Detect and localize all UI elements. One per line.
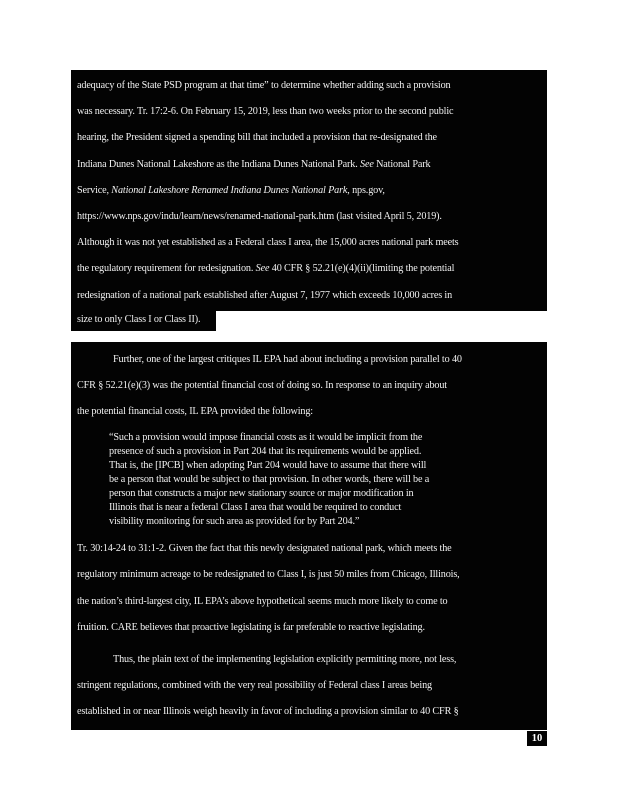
text-segment: was necessary. Tr. 17:2-6. On February 15, 2019, less than two weeks prior to the second public <box>77 106 454 118</box>
text-line <box>109 501 515 515</box>
text-segment: fruition. CARE believes that proactive legislating is far preferable to reactive legislating. <box>77 621 425 633</box>
text-line <box>109 431 515 445</box>
text-block-top-tail <box>71 311 216 331</box>
text-segment: “Such a provision would impose financial costs as it would be implicit from the <box>109 432 423 444</box>
text-line <box>77 311 200 328</box>
text-line <box>77 562 541 588</box>
text-segment: That is, the [IPCB] when adopting Part 204 would have to assume that there will <box>109 460 427 472</box>
text-line <box>77 673 541 699</box>
text-line <box>109 459 515 473</box>
text-segment: CFR § 52.21(e)(3) was the potential financial cost of doing so. In response to an inquiry about <box>77 379 447 391</box>
text-line <box>109 515 515 529</box>
text-segment: Thus, the plain text of the implementing legislation explicitly permitting more, not less, <box>113 654 457 665</box>
text-line <box>77 615 541 641</box>
text-segment: Tr. 30:14-24 to 31:1-2. Given the fact that this newly designated national park, which meets the <box>77 543 452 555</box>
text-line <box>77 399 541 425</box>
text-line <box>77 152 541 178</box>
text-segment: visibility monitoring for such area as provided for by Part 204.” <box>109 516 360 528</box>
italic-text-segment: National Lakeshore Renamed Indiana Dunes National Park <box>111 184 348 196</box>
text-segment: regulatory minimum acreage to be redesignated to Class I, is just 50 miles from Chicago, Illinois, <box>77 569 460 581</box>
text-line <box>77 204 541 230</box>
text-segment: Further, one of the largest critiques IL EPA had about including a provision parallel to 40 <box>113 353 462 365</box>
text-segment: , nps.gov, <box>347 184 385 196</box>
text-line <box>77 125 541 151</box>
text-block-top <box>71 70 547 311</box>
text-segment: stringent regulations, combined with the very real possibility of Federal class I areas being <box>77 680 432 692</box>
text-line <box>77 256 541 282</box>
text-segment: Indiana Dunes National Lakeshore as the Indiana Dunes National Park. <box>77 158 361 170</box>
paragraph <box>77 536 541 641</box>
text-segment: hearing, the President signed a spending bill that included a provision that re-designated the <box>77 132 437 144</box>
text-segment: established in or near Illinois weigh heavily in favor of including a provision similar to 40 CFR § <box>77 706 459 718</box>
text-segment: Illinois that is near a federal Class I area that would be required to conduct <box>109 502 402 514</box>
text-segment: National Park <box>373 158 431 170</box>
text-content <box>71 70 547 730</box>
text-line <box>77 99 541 125</box>
text-line <box>77 230 541 256</box>
text-line <box>77 73 541 99</box>
text-segment: presence of such a provision in Part 204 that its requirements would be applied. <box>109 446 422 458</box>
block-quote <box>109 431 515 529</box>
text-segment: Although it was not yet established as a Federal class I area, the 15,000 acres national park meets <box>77 237 459 249</box>
text-segment: be a person that would be subject to that provision. In other words, there will be a <box>109 474 430 486</box>
text-line <box>109 487 515 501</box>
text-segment: https://www.nps.gov/indu/learn/news/renamed-national-park.htm (last visited April 5, 2019). <box>77 210 442 222</box>
text-line <box>77 283 541 309</box>
italic-text-segment: See <box>360 158 374 170</box>
text-line <box>77 536 541 562</box>
text-segment: 40 CFR § 52.21(e)(4)(ii)(limiting the potential <box>269 263 455 275</box>
text-line <box>109 473 515 487</box>
text-segment: redesignation of a national park established after August 7, 1977 which exceeds 10,000 acres in <box>77 289 453 301</box>
page-number: 10 <box>527 731 547 746</box>
text-line <box>77 647 541 673</box>
text-block-main <box>71 342 547 730</box>
text-segment: adequacy of the State PSD program at that time” to determine whether adding such a provision <box>77 80 451 91</box>
text-segment: person that constructs a major new stationary source or major modification in <box>109 488 414 500</box>
text-line <box>77 589 541 615</box>
text-segment: Service, <box>77 184 112 196</box>
text-segment: the nation’s third-largest city, IL EPA’s above hypothetical seems much more likely to come to <box>77 595 448 607</box>
text-line <box>77 373 541 399</box>
paragraph <box>77 647 541 726</box>
paragraph <box>77 347 541 426</box>
text-line <box>109 445 515 459</box>
text-line <box>77 699 541 725</box>
text-segment: the potential financial costs, IL EPA provided the following: <box>77 406 313 418</box>
text-line <box>77 347 541 373</box>
text-segment: size to only Class I or Class II). <box>77 313 201 325</box>
text-segment: the regulatory requirement for redesignation. <box>77 263 256 275</box>
text-line <box>77 178 541 204</box>
italic-text-segment: See <box>255 263 270 275</box>
